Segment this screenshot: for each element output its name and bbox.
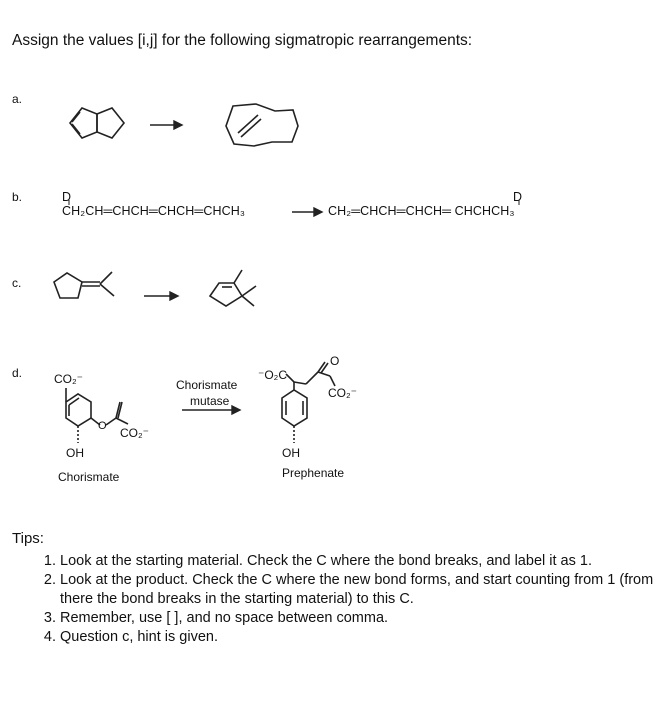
prephenate-carboxylate-left: ⁻O₂C [258, 368, 287, 382]
prephenate-name: Prephenate [282, 466, 345, 480]
chorismate-carboxylate-label: CO₂⁻ [54, 372, 83, 386]
reaction-c-arrow [144, 292, 178, 300]
tips-list [36, 552, 660, 647]
prephenate-structure [282, 362, 335, 443]
question-b-label: b. [12, 190, 23, 204]
reaction-a-arrow [150, 121, 182, 129]
enzyme-label-line1: Chorismate [176, 378, 238, 392]
prephenate-hydroxyl-label: OH [282, 446, 300, 460]
tip-item: 1. Look at the starting material. Check the C where the bond breaks, and label it as 1. [60, 552, 660, 571]
tips-heading: Tips: [12, 530, 44, 547]
prephenate-carboxylate-right: CO₂⁻ [328, 386, 357, 400]
question-title: Assign the values [i,j] for the following sigmatropic rearrangements: [12, 32, 473, 49]
question-a-label: a. [12, 92, 23, 106]
question-d-label: d. [12, 366, 23, 380]
reaction-c-product [210, 270, 256, 306]
chorismate-structure [66, 388, 128, 443]
product-b-deuterium-label: D [513, 190, 523, 204]
tip-item: 3. Remember, use [ ], and no space between comma. [60, 609, 660, 628]
chorismate-hydroxyl-label: OH [66, 446, 84, 460]
product-b-formula: CH₂═CHCH═CHCH═ CHCHCH₃ [328, 204, 515, 218]
tip-item: 2. Look at the product. Check the C where the new bond forms, and start counting from 1 (from there the bond breaks in the starting material) to this C. [60, 571, 660, 609]
tip-item: 4. Question c, hint is given. [60, 628, 660, 647]
question-c-label: c. [12, 276, 22, 290]
enzyme-label-line2: mutase [190, 394, 230, 408]
reaction-a-product [226, 104, 298, 146]
reactant-b-formula: CH₂CH═CHCH═CHCH═CHCH₃ [62, 204, 246, 218]
chorismate-name: Chorismate [58, 470, 120, 484]
prephenate-keto-oxygen: O [330, 354, 340, 368]
chorismate-ether-oxygen: O [98, 420, 107, 432]
reaction-b-arrow [292, 208, 322, 216]
reaction-c-reactant [54, 272, 114, 298]
reactant-b-deuterium-label: D [62, 190, 72, 204]
chorismate-side-carboxylate-label: CO₂⁻ [120, 426, 149, 440]
reaction-a-reactant [70, 108, 124, 138]
